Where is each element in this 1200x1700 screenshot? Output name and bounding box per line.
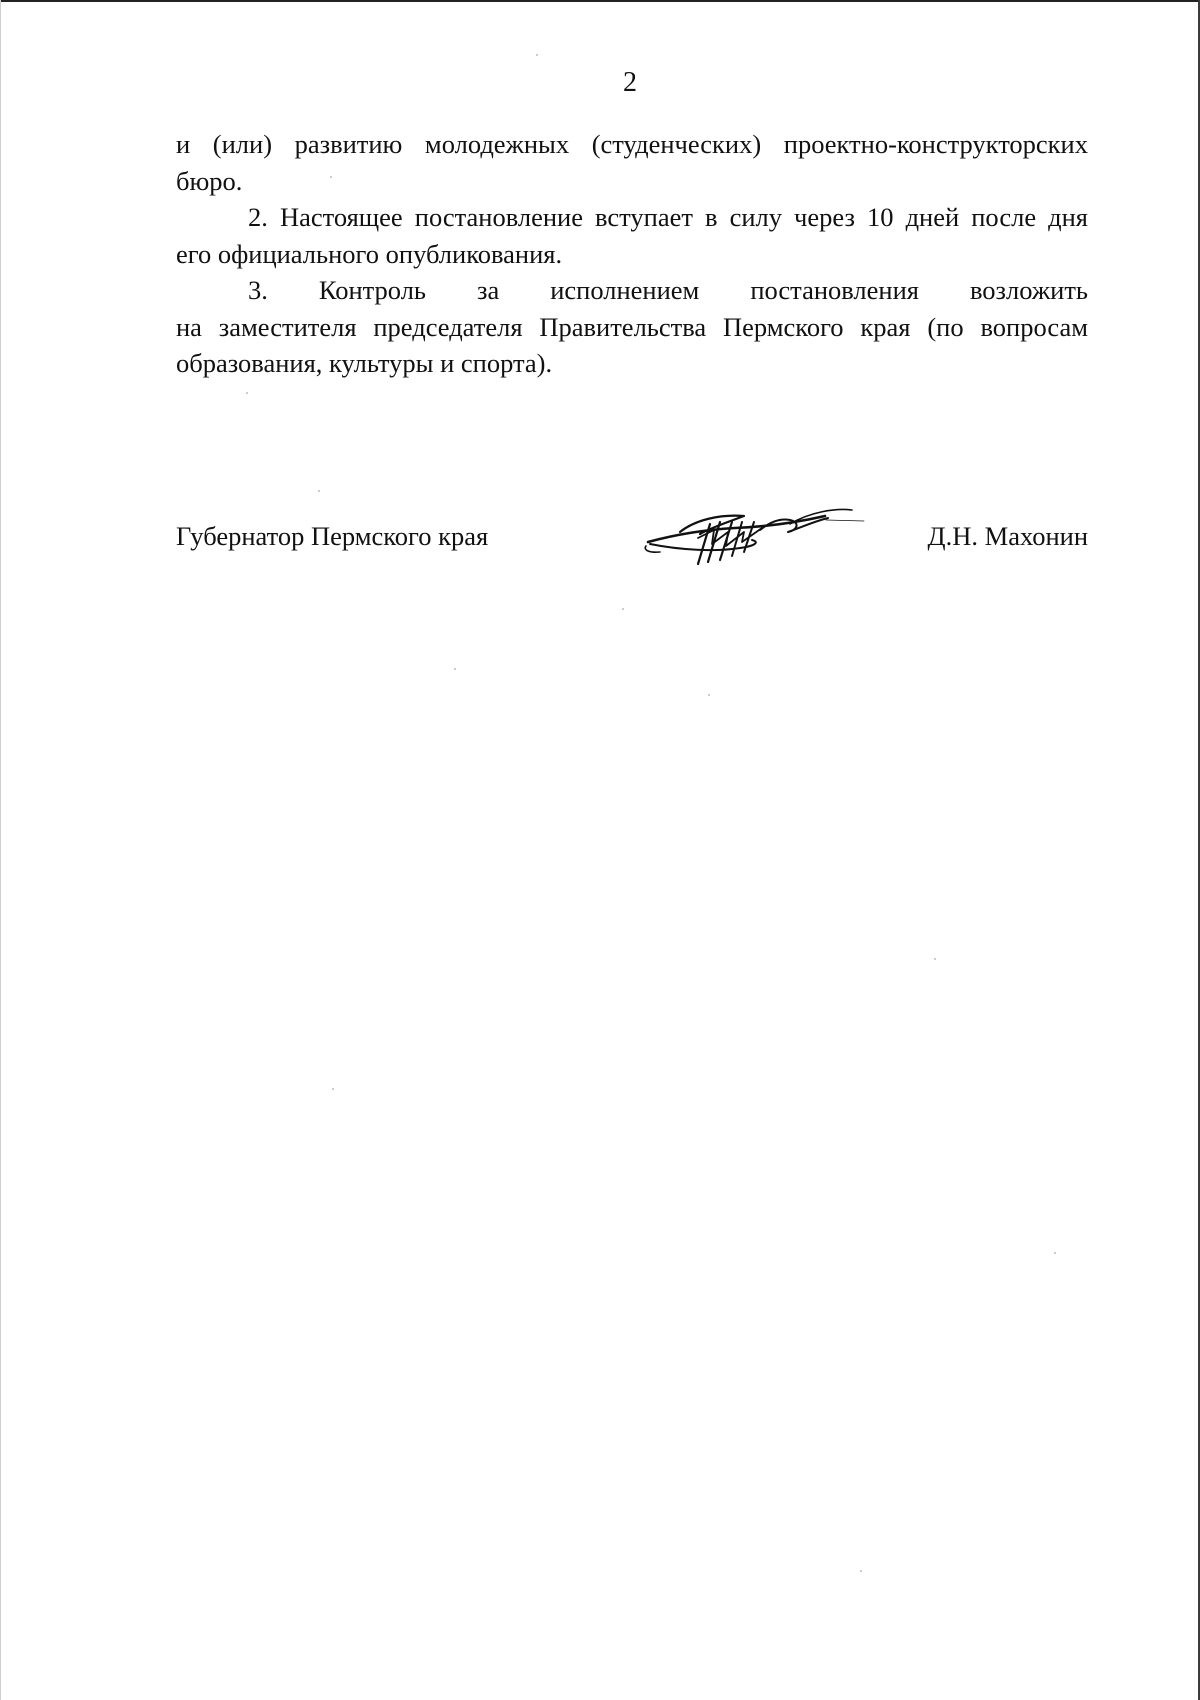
body-line: 2. Настоящее постановление вступает в силу через 10 дней после дня — [248, 202, 1088, 232]
body-line: образования, культуры и спорта). — [176, 348, 553, 378]
body-line: 3. Контроль за исполнением постановления возложить — [248, 275, 1088, 305]
scan-top-edge — [0, 0, 1200, 2]
scan-speck — [860, 1570, 862, 1572]
body-line: его официального опубликования. — [176, 238, 563, 269]
scan-speck — [246, 392, 248, 394]
scan-speck — [318, 490, 320, 492]
body-line: на заместителя председателя Правительства Пермского края (по вопросам — [176, 311, 1088, 342]
scan-speck — [332, 1088, 334, 1090]
handwritten-signature — [640, 500, 870, 570]
scan-speck — [536, 54, 538, 56]
signatory-name: Д.Н. Махонин — [927, 521, 1088, 551]
signature-row — [176, 518, 1088, 558]
page-number: 2 — [623, 67, 637, 98]
document-body — [176, 126, 1088, 382]
scan-speck — [330, 176, 332, 178]
body-line: бюро. — [176, 165, 243, 196]
signatory-title: Губернатор Пермского края — [176, 521, 489, 551]
scan-left-edge — [0, 0, 1, 1700]
scan-speck — [1054, 1252, 1056, 1254]
scan-speck — [934, 958, 936, 960]
body-line: и (или) развитию молодежных (студенческих) проектно-конструкторских — [176, 129, 1088, 159]
scan-speck — [708, 694, 710, 696]
scan-speck — [622, 608, 624, 610]
scan-speck — [454, 668, 456, 670]
